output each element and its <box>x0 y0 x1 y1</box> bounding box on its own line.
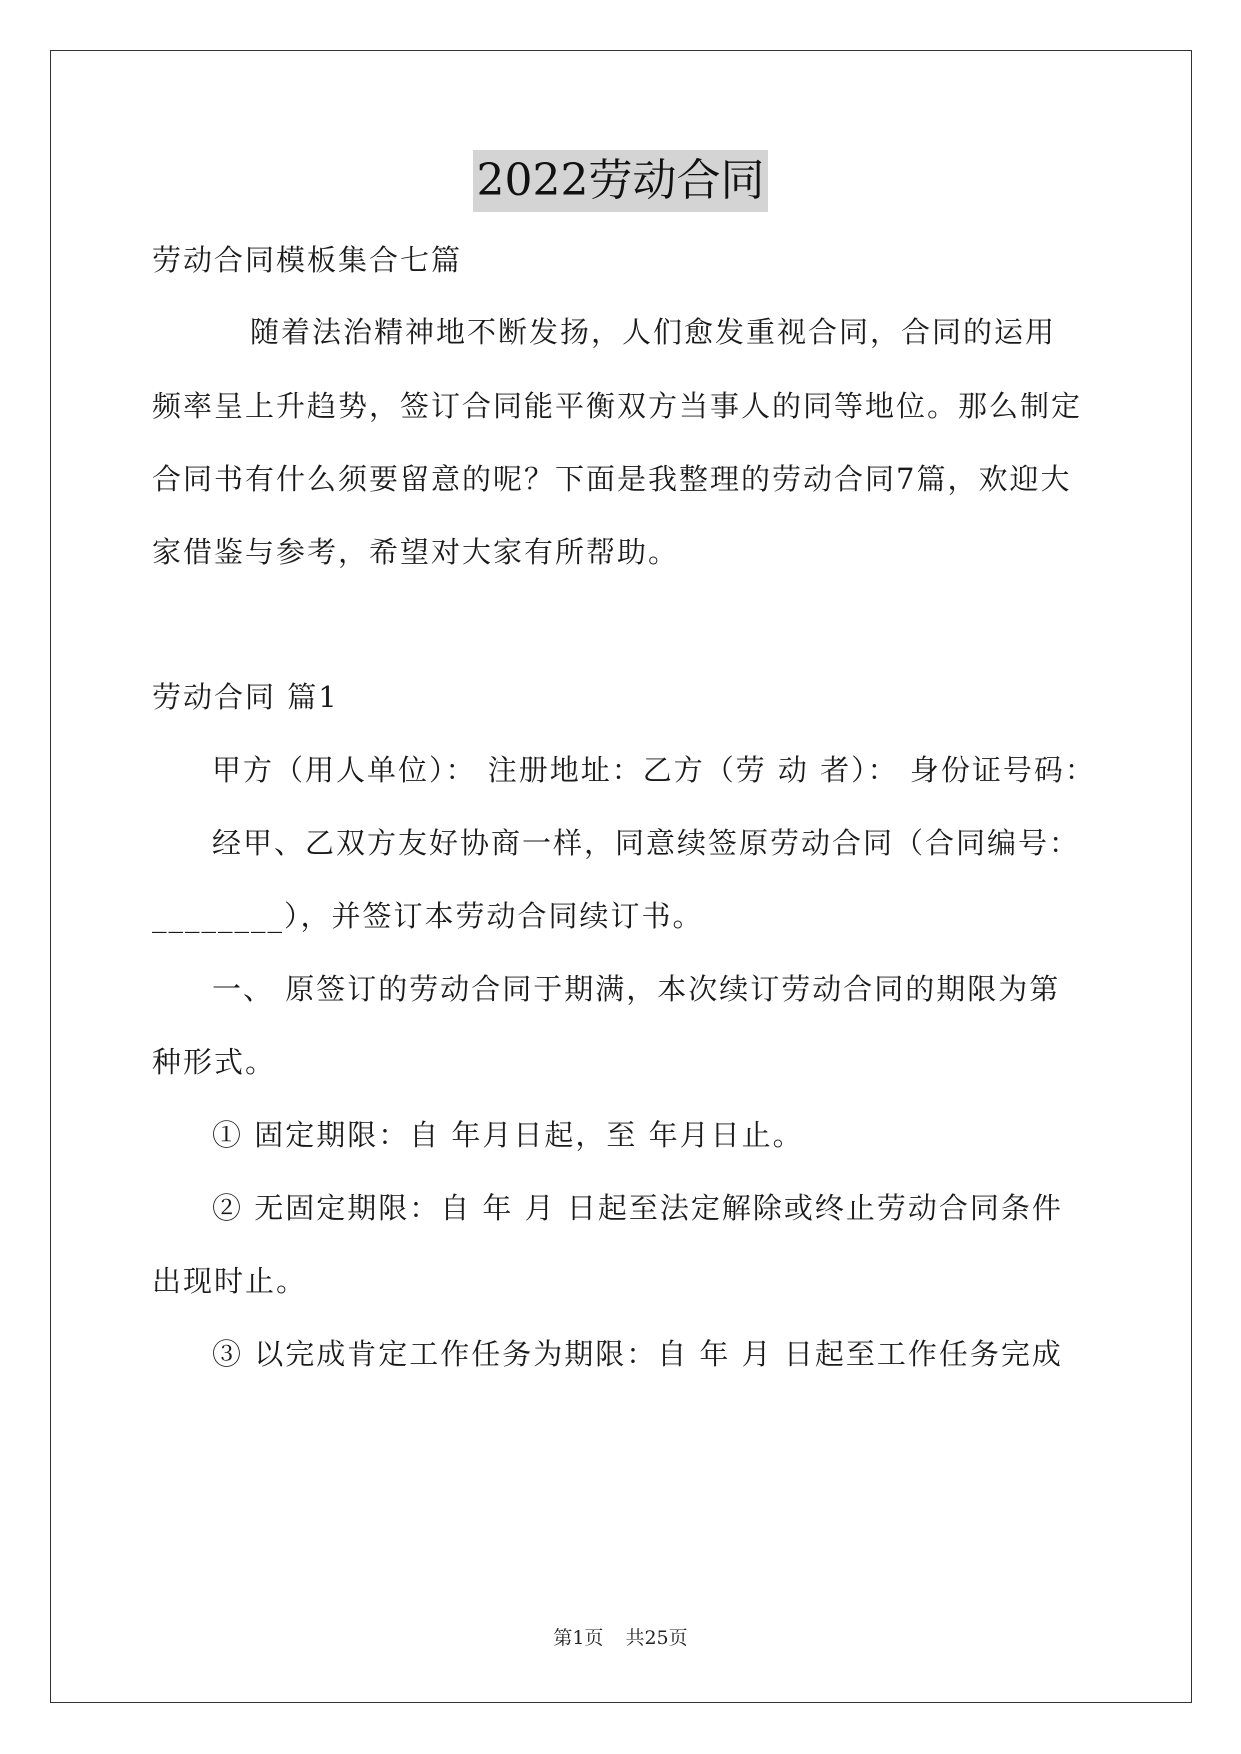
page-footer <box>0 1623 1241 1650</box>
body-line-1: 甲方（用人单位）： 注册地址：乙方（劳 动 者）： 身份证号码： <box>212 753 1096 787</box>
body-line-8: 出现时止。 <box>152 1264 308 1298</box>
page-total: 共25页 <box>625 1627 688 1649</box>
intro-line-3: 合同书有什么须要留意的呢？下面是我整理的劳动合同7篇，欢迎大 <box>152 462 1072 496</box>
subtitle: 劳动合同模板集合七篇 <box>152 243 463 277</box>
body-line-7: ② 无固定期限：自 年 月 日起至法定解除或终止劳动合同条件 <box>212 1191 1063 1225</box>
intro-line-4: 家借鉴与参考，希望对大家有所帮助。 <box>152 535 680 569</box>
document-title: 2022劳动合同 <box>473 150 769 212</box>
body-line-9: ③ 以完成肯定工作任务为期限：自 年 月 日起至工作任务完成 <box>212 1337 1063 1371</box>
document-title-block <box>0 150 1241 212</box>
page-number: 第1页 <box>553 1627 604 1649</box>
body-line-2: 经甲、乙双方友好协商一样，同意续签原劳动合同（合同编号： <box>212 826 1081 860</box>
intro-line-2: 频率呈上升趋势，签订合同能平衡双方当事人的同等地位。那么制定 <box>152 389 1083 423</box>
intro-line-1: 随着法治精神地不断发扬，人们愈发重视合同，合同的运用 <box>250 315 1057 349</box>
page-border <box>50 50 1192 1703</box>
section-heading: 劳动合同 篇1 <box>152 680 339 714</box>
body-line-6: ① 固定期限：自 年月日起，至 年月日止。 <box>212 1118 804 1152</box>
body-line-4: 一、 原签订的劳动合同于期满，本次续订劳动合同的期限为第 <box>212 972 1061 1006</box>
body-line-3: ________），并签订本劳动合同续订书。 <box>152 899 704 933</box>
body-line-5: 种形式。 <box>152 1045 277 1079</box>
